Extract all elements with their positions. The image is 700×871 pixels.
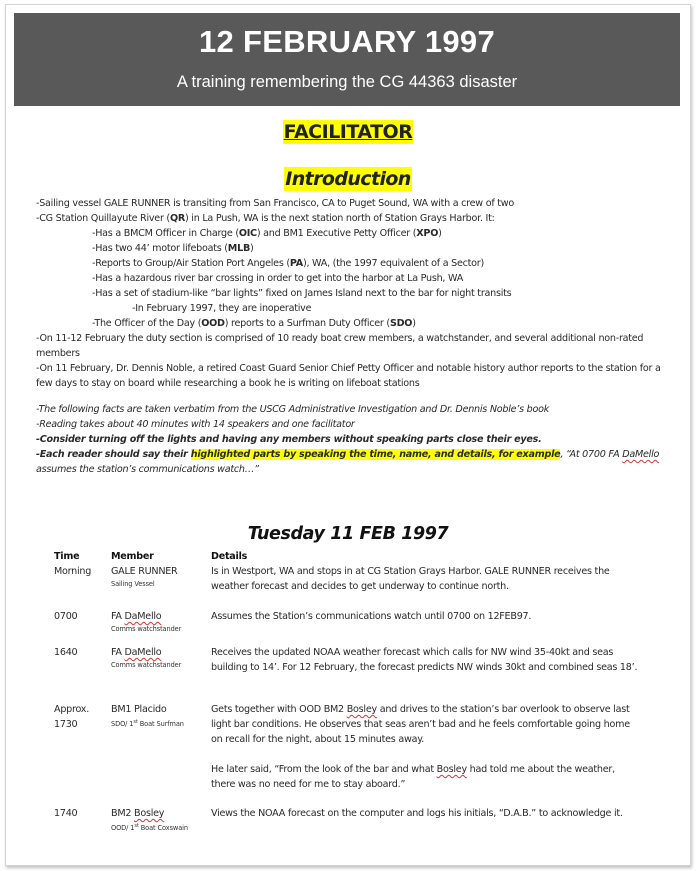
introduction-body (36, 196, 676, 477)
day-title: Tuesday 11 FEB 1997 (247, 524, 449, 544)
note-line: -Each reader should say their highlighted parts by speaking the time, name, and details, for example, “At 0700 FA DaMello assumes the station’s communications watch…” (36, 449, 660, 475)
table-row (54, 609, 654, 645)
banner-subtitle: A training remembering the CG 44363 disaster (176, 73, 518, 91)
intro-subline: -In February 1997, they are inoperative (132, 303, 312, 314)
row-details: Gets together with OOD BM2 Bosley and drives to the station’s bar overlook to observe last light bar conditions. He observes that seas aren’t bad and he feels comfortable going home on recall for the night, about 15 minutes away. He later said, “From the look of the bar and what Bosley had told me about the weather, there was no need for me to stay aboard.” (211, 704, 630, 790)
row-time: 1740 (54, 808, 78, 819)
row-time: Morning (54, 566, 92, 577)
row-details: Receives the updated NOAA weather forecast which calls for NW wind 35-40kt and seas building to 14’. For 12 February, the forecast predicts NW winds 30kt and combined seas 18’. (211, 647, 638, 673)
table-row (54, 645, 654, 702)
intro-line: -Sailing vessel GALE RUNNER is transiting from San Francisco, CA to Puget Sound, WA with a crew of two (36, 198, 514, 209)
intro-subline: -Has two 44’ motor lifeboats (MLB) (92, 243, 254, 254)
note-line: -The following facts are taken verbatim from the USCG Administrative Investigation and Dr. Dennis Noble’s book (36, 404, 550, 415)
note-line: -Consider turning off the lights and having any members without speaking parts close their eyes. (36, 434, 542, 445)
row-time: Approx. 1730 (54, 704, 90, 730)
intro-subline: -Reports to Group/Air Station Port Angeles (PA), WA, (the 1997 equivalent of a Sector) (92, 258, 484, 269)
row-member: BM2 Bosley OOD/ 1st Boat Coxswain (111, 808, 188, 833)
table-row (54, 564, 654, 609)
highlighted-text: highlighted parts by speaking the time, name, and details, for example (190, 449, 561, 460)
intro-subline: -Has a hazardous river bar crossing in order to get into the harbor at La Push, WA (92, 273, 464, 284)
row-member: GALE RUNNER Sailing Vessel (111, 566, 178, 588)
header-member: Member (111, 551, 154, 562)
intro-line: -On 11 February, Dr. Dennis Noble, a retired Coast Guard Senior Chief Petty Officer and notable history author reports to the station for a few days to stay on board while researching a book he is writing on lifeboat stations (36, 363, 661, 389)
row-details: Is in Westport, WA and stops in at CG Station Grays Harbor. GALE RUNNER receives the weather forecast and decides to get underway to continue north. (211, 566, 610, 592)
row-member: BM1 Placido SDO/ 1st Boat Surfman (111, 704, 184, 729)
banner-title: 12 FEBRUARY 1997 (199, 24, 495, 59)
table-row (54, 806, 654, 833)
header-time: Time (54, 551, 80, 562)
intro-line: -CG Station Quillayute River (QR) in La Push, WA is the next station north of Station Grays Harbor. It: (36, 213, 495, 224)
intro-subline: -Has a set of stadium-like “bar lights” fixed on James Island next to the bar for night transits (92, 288, 512, 299)
title-banner (14, 13, 680, 106)
row-member: FA DaMello Comms watchstander (111, 611, 182, 633)
intro-subline: -Has a BMCM Officer in Charge (OIC) and BM1 Executive Petty Officer (XPO) (92, 228, 442, 239)
row-details: Assumes the Station’s communications watch until 0700 on 12FEB97. (211, 611, 532, 622)
table-row (54, 702, 654, 806)
row-time: 0700 (54, 611, 78, 622)
note-line: -Reading takes about 40 minutes with 14 speakers and one facilitator (36, 419, 355, 430)
header-details: Details (211, 551, 248, 562)
section-heading (6, 168, 690, 190)
introduction-label: Introduction (285, 168, 411, 190)
row-time: 1640 (54, 647, 78, 658)
table-header (54, 549, 654, 564)
role-heading (6, 121, 690, 143)
row-details: Views the NOAA forecast on the computer and logs his initials, “D.A.B.” to acknowledge it. (211, 808, 623, 819)
row-member: FA DaMello Comms watchstander (111, 647, 182, 669)
intro-subline: -The Officer of the Day (OOD) reports to a Surfman Duty Officer (SDO) (92, 318, 416, 329)
intro-line: -On 11-12 February the duty section is comprised of 10 ready boat crew members, a watchstander, and several additional non-rated members (36, 333, 644, 359)
document-page (5, 4, 691, 866)
timeline-table (54, 549, 654, 833)
facilitator-label: FACILITATOR (283, 121, 413, 143)
